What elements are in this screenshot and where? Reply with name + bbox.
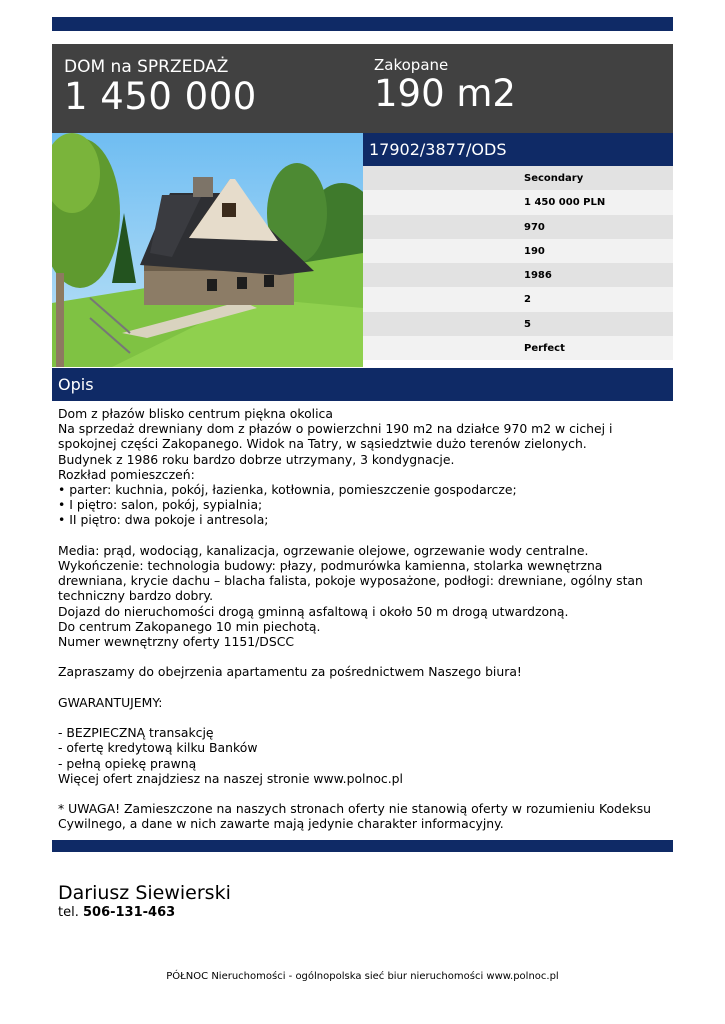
city: Zakopane	[374, 56, 449, 74]
detail-value: 1986	[524, 270, 552, 282]
detail-row	[363, 287, 673, 311]
detail-value: Perfect	[524, 343, 565, 355]
detail-value: 5	[524, 318, 531, 330]
footer-text: PÓŁNOC Nieruchomości - ogólnopolska sieć biur nieruchomości www.polnoc.pl	[166, 971, 559, 982]
agent-name: Dariusz Siewierski	[58, 882, 231, 904]
detail-value: 970	[524, 221, 545, 233]
phone-label: tel.	[58, 905, 79, 920]
detail-row	[363, 190, 673, 214]
detail-row	[363, 166, 673, 190]
area: 190 m2	[374, 72, 516, 115]
property-type: DOM na SPRZEDAŻ	[64, 57, 229, 77]
detail-row	[363, 263, 673, 287]
top-divider-bar	[52, 17, 673, 31]
detail-row	[363, 239, 673, 263]
description-header-bar	[52, 368, 673, 401]
agent-phone	[58, 905, 175, 920]
detail-row	[363, 215, 673, 239]
description-text: Dom z płazów blisko centrum piękna okolica Na sprzedaż drewniany dom z płazów o powierzchni 190 m2 na działce 970 m2 w cichej i spokojnej części Zakopanego. Widok na Tatry, w sąsiedztwie dużo terenów zielonych. Budynek z 1986 roku bardzo dobrze utrzymany, 3 kondygnacje. Rozkład pomieszczeń: • parter: kuchnia, pokój, łazienka, kotłownia, pomieszczenie gospodarcze; • I piętro: salon, pokój, sypialnia; • II piętro: dwa pokoje i antresola; Media: prąd, wodociąg, kanalizacja, ogrzewanie olejowe, ogrzewanie wody centralne. Wykończenie: technologia budowy: płazy, podmurówka kamienna, stolarka wewnętrzna drewniana, krycie dachu – blacha falista, pokoje wyposażone, podłogi: drewniane, ogólny stan techniczny bardzo dobry. Dojazd do nieruchomości drogą gminną asfaltową i około 50 m drogą utwardzoną. Do centrum Zakopanego 10 min piechotą. Numer wewnętrzny oferty 1151/DSCC Zapraszamy do obejrzenia apartamentu za pośrednictwem Naszego biura! GWARANTUJEMY: - BEZPIECZNĄ transakcję - ofertę kredytową kilku Banków - pełną opiekę prawną Więcej ofert znajdziesz na naszej stronie www.polnoc.pl * UWAGA! Zamieszczone na naszych stronach oferty nie stanowią oferty w rozumieniu Kodeksu Cywilnego, a dane w nich zawarte mają jedynie charakter informacyjny.	[58, 406, 652, 832]
bottom-divider-bar	[52, 840, 673, 852]
detail-value: 190	[524, 245, 545, 257]
listing-header	[52, 44, 673, 133]
detail-row	[363, 336, 673, 360]
detail-row	[363, 312, 673, 336]
detail-value: Secondary	[524, 173, 584, 184]
detail-value: 1 450 000 PLN	[524, 197, 606, 209]
detail-value: 2	[524, 294, 531, 306]
phone-number[interactable]: 506-131-463	[82, 905, 176, 920]
details-table	[363, 166, 673, 360]
reference-bar	[363, 133, 673, 166]
section-title: Opis	[58, 375, 94, 394]
listing-reference-number: 17902/3877/ODS	[369, 140, 507, 159]
price: 1 450 000	[64, 75, 257, 118]
property-photo	[52, 133, 363, 367]
